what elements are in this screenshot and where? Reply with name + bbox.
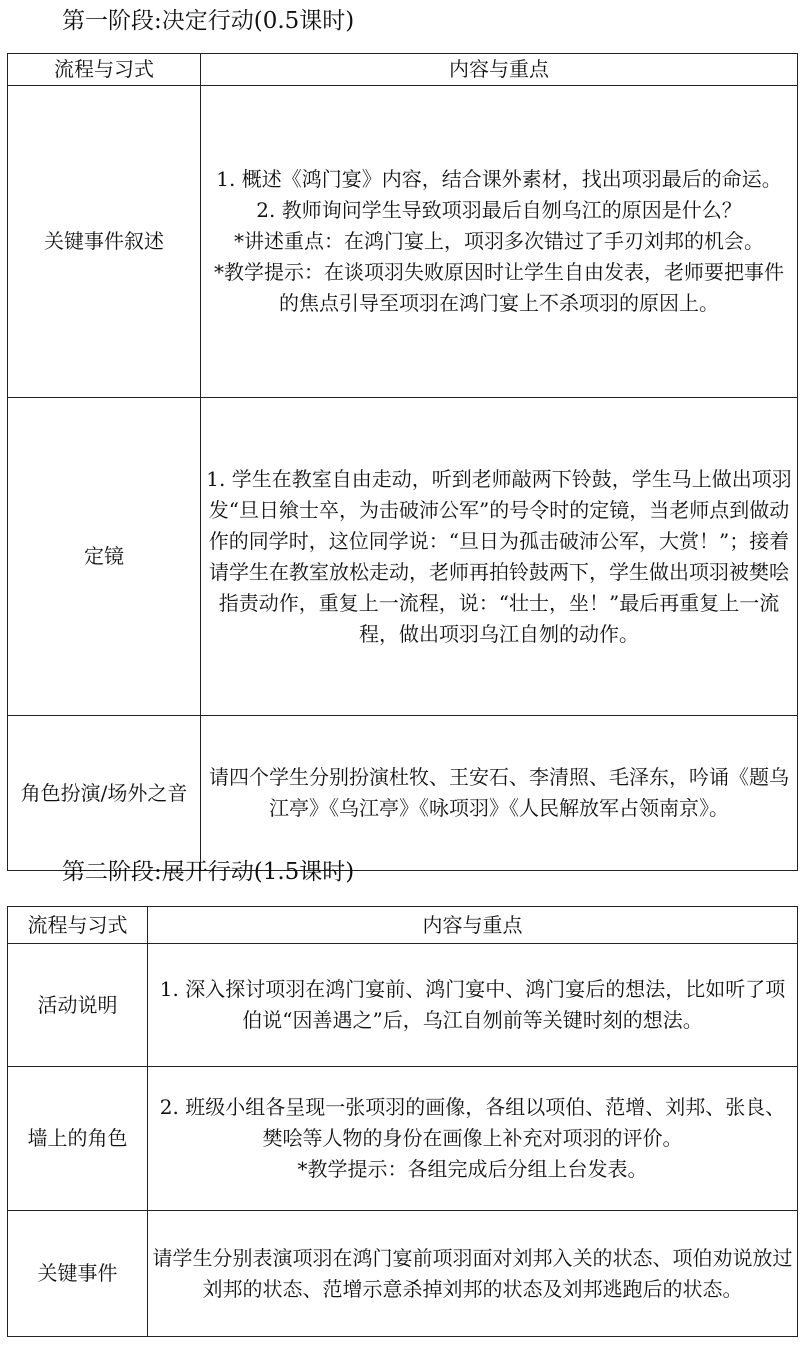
content-cell xyxy=(201,716,798,871)
header-content: 内容与重点 xyxy=(201,54,798,86)
table-row xyxy=(8,398,798,716)
header-process: 流程与习式 xyxy=(8,907,148,944)
content-line: 2. 教师询问学生导致项羽最后自刎乌江的原因是什么？ xyxy=(256,198,742,222)
content-cell xyxy=(148,1211,798,1337)
stage2-title: 第二阶段:展开行动(1.5课时) xyxy=(62,859,355,885)
process-cell: 活动说明 xyxy=(8,944,148,1067)
process-cell: 角色扮演/场外之音 xyxy=(8,716,201,871)
content-line: 1. 概述《鸿门宴》内容，结合课外素材，找出项羽最后的命运。 xyxy=(216,167,782,191)
content-cell xyxy=(148,1067,798,1211)
table-row xyxy=(8,1067,798,1211)
process-cell: 定镜 xyxy=(8,398,201,716)
content-line: 1. 学生在教室自由走动，听到老师敲两下铃鼓，学生马上做出项羽发“旦日飨士卒，为击破沛公军”的号令时的定镜，当老师点到做动作的同学时，这位同学说：“旦日为孤击破沛公军，大赏！”；接着请学生在教室放松走动，老师再拍铃鼓两下，学生做出项羽被樊哙指责动作，重复上一流程，说：“壮士，坐！”最后再重复上一流程，做出项羽乌江自刎的动作。 xyxy=(206,466,792,646)
stage1-table xyxy=(7,53,798,871)
process-cell: 关键事件叙述 xyxy=(8,86,201,398)
stage1-title: 第一阶段:决定行动(0.5课时) xyxy=(62,8,355,34)
table-header-row xyxy=(8,54,798,86)
table-header-row xyxy=(8,907,798,944)
process-cell: 墙上的角色 xyxy=(8,1067,148,1211)
content-cell xyxy=(148,944,798,1067)
content-line: 2. 班级小组各呈现一张项羽的画像，各组以项伯、范增、刘邦、张良、樊哙等人物的身份在画像上补充对项羽的评价。 xyxy=(159,1095,786,1150)
content-cell xyxy=(201,398,798,716)
content-line: 请学生分别表演项羽在鸿门宴前项羽面对刘邦入关的状态、项伯劝说放过刘邦的状态、范增示意杀掉刘邦的状态及刘邦逃跑后的状态。 xyxy=(152,1245,793,1301)
process-cell: 关键事件 xyxy=(8,1211,148,1337)
content-line: *讲述重点：在鸿门宴上，项羽多次错过了手刃刘邦的机会。 xyxy=(234,229,764,253)
table-row xyxy=(8,86,798,398)
content-line: 请四个学生分别扮演杜牧、王安石、李清照、毛泽东，吟诵《题乌江亭》《乌江亭》《咏项羽》《人民解放军占领南京》。 xyxy=(209,765,789,820)
table-row xyxy=(8,1211,798,1337)
content-line: *教学提示：各组完成后分组上台发表。 xyxy=(297,1157,648,1181)
header-process: 流程与习式 xyxy=(8,54,201,86)
content-cell xyxy=(201,86,798,398)
header-content: 内容与重点 xyxy=(148,907,798,944)
content-line: 1. 深入探讨项羽在鸿门宴前、鸿门宴中、鸿门宴后的想法，比如听了项伯说“因善遇之”后，乌江自刎前等关键时刻的想法。 xyxy=(159,977,786,1032)
content-line: *教学提示：在谈项羽失败原因时让学生自由发表，老师要把事件的焦点引导至项羽在鸿门宴上不杀项羽的原因上。 xyxy=(214,260,784,315)
stage2-table xyxy=(7,906,798,1337)
table-row xyxy=(8,944,798,1067)
table-row xyxy=(8,716,798,871)
